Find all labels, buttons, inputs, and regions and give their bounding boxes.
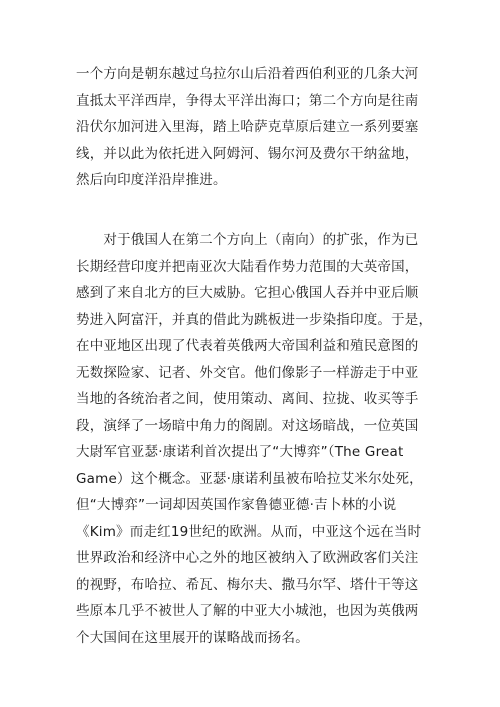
text-line: 势进入阿富汗，并真的借此为跳板进一步染指印度。于是， [76,311,433,328]
text-line: 世界政治和经济中心之外的地区被纳入了欧洲政客们关注 [76,550,419,566]
text-line: 当地的各统治者之间，使用策动、离间、拉拢、收买等手 [76,391,419,407]
text-line: 直抵太平洋西岸，争得太平洋出海口；第二个方向是往南 [76,92,419,109]
text-line: 感到了来自北方的巨大威胁。它担心俄国人吞并中亚后顺 [76,285,419,301]
text-line: Game）这个概念。亚瑟·康诺利虽被布哈拉艾米尔处死， [76,470,423,487]
text-line: 些原本几乎不被世人了解的中亚大小城池，也因为英俄两 [76,603,419,619]
text-line: 一个方向是朝东越过乌拉尔山后沿着西伯利亚的几条大河 [76,66,419,82]
text-line: 线，并以此为依托进入阿姆河、锡尔河及费尔干纳盆地， [76,145,419,162]
text-line: 沿伏尔加河进入里海，踏上哈萨克草原后建立一系列要塞 [76,119,419,135]
text-line: 大尉军官亚瑟·康诺利首次提出了“大博弈”（The Great [76,444,404,460]
text-line: 段，演绎了一场暗中角力的阁剧。对这场暗战，一位英国 [76,417,419,434]
text-line: 在中亚地区出现了代表着英俄两大帝国利益和殖民意图的 [76,338,419,354]
text-line: 的视野，布哈拉、希瓦、梅尔夫、撒马尔罕、塔什干等这 [76,576,419,593]
text-line: 然后向印度洋沿岸推进。 [76,172,227,188]
text-line: 但“大博弈”一词却因英国作家鲁德亚德·吉卜林的小说 [76,497,397,513]
text-line: 无数探险家、记者、外交官。他们像影子一样游走于中亚 [76,364,419,381]
text-line: 《Kim》而走红19世纪的欧洲。从而，中亚这个远在当时 [76,523,422,540]
text-line: 对于俄国人在第二个方向上（南向）的扩张，作为已 [76,232,419,248]
paragraph-1 [76,61,426,194]
paragraph-2 [76,227,433,651]
text-line: 个大国间在这里展开的谋略战而扬名。 [76,629,309,646]
text-line: 长期经营印度并把南亚次大陆看作势力范围的大英帝国， [76,258,419,275]
